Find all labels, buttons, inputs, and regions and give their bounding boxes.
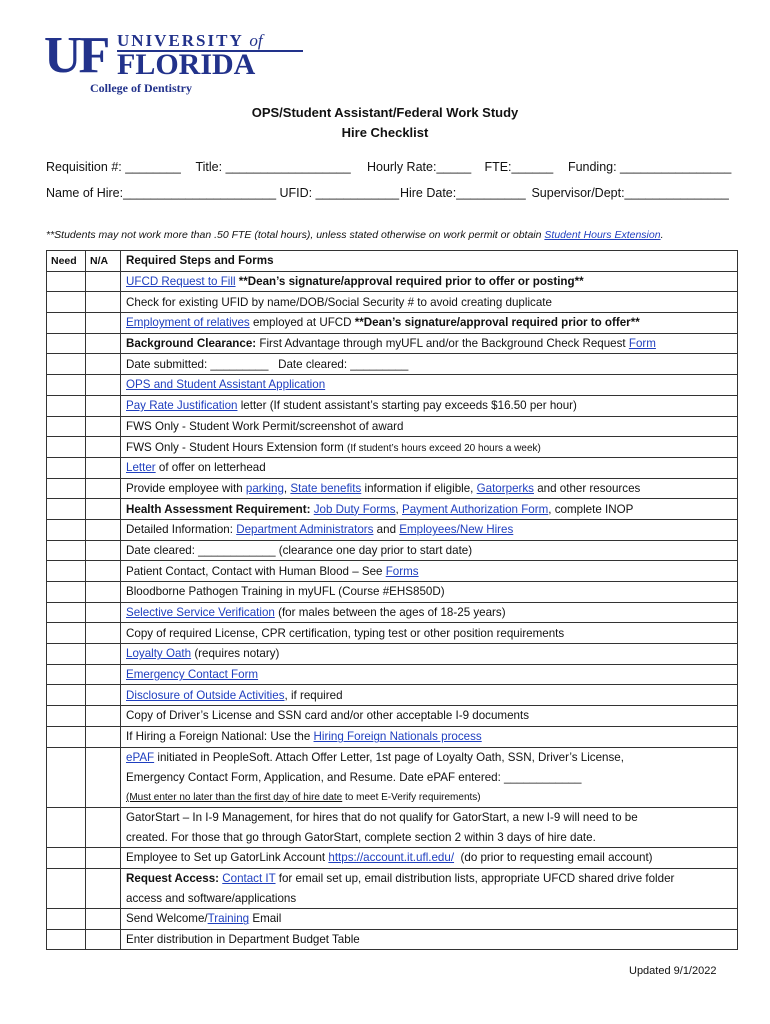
step-cell — [121, 457, 738, 478]
need-checkbox[interactable] — [47, 685, 86, 706]
table-row — [47, 499, 738, 520]
gatorperks-link[interactable]: Gatorperks — [476, 481, 534, 495]
background-check-form-link[interactable]: Form — [628, 337, 656, 351]
table-row — [47, 888, 738, 908]
emergency-contact-form-link[interactable]: Emergency Contact Form — [126, 668, 259, 682]
step-text: Provide employee with — [126, 481, 246, 495]
table-row — [47, 726, 738, 747]
step-cell — [121, 664, 738, 685]
need-checkbox[interactable] — [47, 602, 86, 623]
step-cell — [121, 929, 738, 950]
table-row — [47, 375, 738, 396]
table-row — [47, 437, 738, 458]
table-row — [47, 602, 738, 623]
table-row — [47, 706, 738, 727]
step-text: Copy of Driver’s License and SSN card and/or other acceptable I-9 documents — [126, 709, 529, 723]
page-subtitle: Hire Checklist — [341, 125, 429, 140]
title-field[interactable]: Title: __________________ — [195, 160, 351, 174]
step-text: **Dean’s signature/approval required prior to offer or posting** — [235, 275, 584, 289]
page-title: OPS/Student Assistant/Federal Work Study — [251, 105, 519, 120]
step-text: Enter distribution in Department Budget Table — [126, 933, 360, 947]
hourly-rate-field[interactable]: Hourly Rate:_____ — [366, 160, 472, 174]
step-bold: Background Clearance: — [126, 337, 257, 351]
table-row — [47, 685, 738, 706]
na-checkbox[interactable] — [86, 644, 121, 665]
na-checkbox[interactable] — [86, 909, 121, 930]
na-checkbox[interactable] — [86, 847, 121, 868]
need-checkbox[interactable] — [47, 540, 86, 561]
step-text: information if eligible, — [361, 481, 477, 495]
step-bold: **Dean’s signature/approval required prior to offer** — [354, 316, 640, 330]
need-checkbox[interactable] — [47, 664, 86, 685]
table-row — [47, 395, 738, 416]
table-row — [47, 747, 738, 767]
step-cell — [121, 602, 738, 623]
fields-row-2 — [46, 186, 729, 200]
payment-authorization-form-link[interactable]: Payment Authorization Form — [402, 502, 549, 516]
step-sep: , — [283, 481, 291, 495]
step-text: (do prior to requesting email account) — [454, 851, 653, 865]
state-benefits-link[interactable]: State benefits — [290, 481, 362, 495]
step-text: Employee to Set up GatorLink Account — [126, 851, 329, 865]
na-checkbox[interactable] — [86, 478, 121, 499]
step-text: First Advantage through myUFL and/or the Background Check Request — [256, 337, 629, 351]
step-cell — [121, 354, 738, 375]
step-cell — [121, 561, 738, 582]
logo-university: UNIVERSITY of — [117, 31, 263, 50]
step-text: FWS Only - Student Hours Extension form — [126, 440, 348, 454]
step-cell — [121, 519, 738, 540]
need-checkbox[interactable] — [47, 929, 86, 950]
need-checkbox[interactable] — [47, 519, 86, 540]
step-text: Copy of required License, CPR certification, typing test or other position requirements — [126, 626, 565, 640]
na-checkbox[interactable] — [86, 561, 121, 582]
na-checkbox[interactable] — [86, 726, 121, 747]
note-end: . — [660, 229, 664, 241]
hiring-foreign-nationals-link[interactable]: Hiring Foreign Nationals process — [313, 730, 482, 744]
need-checkbox[interactable] — [47, 395, 86, 416]
need-checkbox[interactable] — [47, 726, 86, 747]
step-bold: Request Access: — [126, 871, 220, 885]
need-checkbox[interactable] — [47, 644, 86, 665]
step-cell — [121, 726, 738, 747]
step-text: Emergency Contact Form, Application, and Resume. Date ePAF entered: ____________ — [126, 770, 582, 784]
na-checkbox[interactable] — [86, 395, 121, 416]
employment-of-relatives-link[interactable]: Employment of relatives — [126, 316, 250, 330]
selective-service-link[interactable]: Selective Service Verification — [126, 606, 275, 620]
need-checkbox[interactable] — [47, 868, 86, 908]
step-cell — [121, 313, 738, 334]
step-cell — [121, 333, 738, 354]
na-checkbox[interactable] — [86, 582, 121, 603]
need-checkbox[interactable] — [47, 706, 86, 727]
need-header: Need — [47, 251, 86, 272]
need-checkbox[interactable] — [47, 292, 86, 313]
step-text: Email — [249, 912, 282, 926]
step-text: access and software/applications — [126, 891, 297, 905]
updated-date: Updated 9/1/2022 — [629, 965, 717, 977]
step-cell — [121, 706, 738, 727]
requisition-field[interactable]: Requisition #: ________ — [46, 160, 181, 174]
need-checkbox[interactable] — [47, 333, 86, 354]
step-text: Check for existing UFID by name/DOB/Social Security # to avoid creating duplicate — [126, 295, 552, 309]
na-checkbox[interactable] — [86, 706, 121, 727]
job-duty-forms-link[interactable]: Job Duty Forms — [313, 502, 396, 516]
need-checkbox[interactable] — [47, 271, 86, 292]
step-cell — [121, 827, 738, 847]
pay-rate-justification-link[interactable]: Pay Rate Justification — [126, 399, 238, 413]
need-checkbox[interactable] — [47, 478, 86, 499]
table-row — [47, 416, 738, 437]
training-link[interactable]: Training — [207, 912, 250, 926]
step-text: Date cleared: ____________ (clearance one day prior to start date) — [126, 543, 473, 557]
na-checkbox[interactable] — [86, 313, 121, 334]
step-text: Date submitted: _________ Date cleared: _________ — [126, 357, 409, 371]
step-text: Patient Contact, Contact with Human Blood – See — [126, 564, 386, 578]
fields-row-1 — [46, 160, 731, 174]
logo-florida: FLORIDA — [117, 48, 256, 81]
letter-link[interactable]: Letter — [126, 461, 156, 475]
patient-contact-forms-link[interactable]: Forms — [385, 564, 419, 578]
need-checkbox[interactable] — [47, 847, 86, 868]
na-header: N/A — [86, 251, 121, 272]
na-checkbox[interactable] — [86, 375, 121, 396]
step-text: letter (If student assistant’s starting pay exceeds $16.50 per hour) — [237, 399, 577, 413]
na-checkbox[interactable] — [86, 807, 121, 847]
step-text: and other resources — [533, 481, 641, 495]
na-checkbox[interactable] — [86, 416, 121, 437]
step-cell — [121, 787, 738, 807]
step-cell — [121, 292, 738, 313]
na-checkbox[interactable] — [86, 271, 121, 292]
need-checkbox[interactable] — [47, 437, 86, 458]
step-cell — [121, 271, 738, 292]
na-checkbox[interactable] — [86, 292, 121, 313]
na-checkbox[interactable] — [86, 354, 121, 375]
step-text: of offer on letterhead — [155, 461, 266, 475]
na-checkbox[interactable] — [86, 437, 121, 458]
step-text: If Hiring a Foreign National: Use the — [126, 730, 314, 744]
table-row — [47, 271, 738, 292]
step-text: Detailed Information: — [126, 523, 237, 537]
na-checkbox[interactable] — [86, 685, 121, 706]
step-note: (If student’s hours exceed 20 hours a week) — [347, 442, 541, 454]
step-cell — [121, 395, 738, 416]
ufid-field[interactable]: UFID: ____________ — [279, 186, 400, 200]
note-text: **Students may not work more than .50 FTE (total hours), unless stated otherwise on work permit or obtain — [46, 229, 545, 241]
step-cell — [121, 868, 738, 888]
outside-activities-link[interactable]: Disclosure of Outside Activities — [126, 688, 285, 702]
steps-header: Required Steps and Forms — [121, 251, 738, 272]
table-row — [47, 478, 738, 499]
table-row — [47, 664, 738, 685]
need-checkbox[interactable] — [47, 313, 86, 334]
step-cell — [121, 582, 738, 603]
table-row — [47, 787, 738, 807]
step-cell — [121, 478, 738, 499]
step-cell — [121, 847, 738, 868]
need-checkbox[interactable] — [47, 561, 86, 582]
step-cell — [121, 909, 738, 930]
supervisor-field[interactable]: Supervisor/Dept:_______________ — [531, 186, 729, 200]
epaf-link[interactable]: ePAF — [126, 750, 155, 764]
table-row — [47, 807, 738, 827]
everify-deadline-link[interactable]: (Must enter no later than the first day of hire date — [126, 792, 343, 804]
step-text: FWS Only - Student Work Permit/screenshot of award — [126, 419, 404, 433]
na-checkbox[interactable] — [86, 519, 121, 540]
na-checkbox[interactable] — [86, 929, 121, 950]
table-row — [47, 457, 738, 478]
table-row — [47, 868, 738, 888]
step-text: Bloodborne Pathogen Training in myUFL (Course #EHS850D) — [126, 585, 445, 599]
need-checkbox[interactable] — [47, 499, 86, 520]
step-text: initiated in PeopleSoft. Attach Offer Letter, 1st page of Loyalty Oath, SSN, Driver’s License, — [154, 750, 624, 764]
na-checkbox[interactable] — [86, 499, 121, 520]
step-cell — [121, 767, 738, 787]
table-row — [47, 292, 738, 313]
step-sep: , — [395, 502, 402, 516]
uf-monogram: UF — [44, 27, 108, 84]
step-bold: Health Assessment Requirement: — [126, 502, 311, 516]
need-checkbox[interactable] — [47, 623, 86, 644]
step-text: for email set up, email distribution lists, appropriate UFCD shared drive folder — [275, 871, 675, 885]
table-row — [47, 767, 738, 787]
step-text: created. For those that go through GatorStart, complete section 2 within 3 days of hire date. — [126, 830, 596, 844]
table-row — [47, 354, 738, 375]
step-text: and — [373, 523, 400, 537]
na-checkbox[interactable] — [86, 747, 121, 807]
na-checkbox[interactable] — [86, 457, 121, 478]
step-text: employed at UFCD — [249, 316, 355, 330]
table-row — [47, 582, 738, 603]
table-row — [47, 644, 738, 665]
table-row — [47, 561, 738, 582]
table-row — [47, 313, 738, 334]
table-row — [47, 827, 738, 847]
table-header-row — [47, 251, 738, 272]
step-cell — [121, 747, 738, 767]
loyalty-oath-link[interactable]: Loyalty Oath — [126, 647, 192, 661]
table-row — [47, 519, 738, 540]
need-checkbox[interactable] — [47, 416, 86, 437]
table-row — [47, 847, 738, 868]
table-row — [47, 540, 738, 561]
name-of-hire-field[interactable]: Name of Hire:______________________ — [46, 186, 277, 200]
logo-college: College of Dentistry — [90, 81, 192, 95]
na-checkbox[interactable] — [86, 333, 121, 354]
step-cell — [121, 416, 738, 437]
gatorlink-account-link[interactable]: https://account.it.ufl.edu/ — [328, 851, 455, 865]
step-text: , if required — [284, 688, 343, 702]
step-text: (for males between the ages of 18-25 years) — [274, 606, 506, 620]
need-checkbox[interactable] — [47, 807, 86, 847]
need-checkbox[interactable] — [47, 582, 86, 603]
need-checkbox[interactable] — [47, 909, 86, 930]
step-cell — [121, 437, 738, 458]
funding-field[interactable]: Funding: ________________ — [567, 160, 732, 174]
need-checkbox[interactable] — [47, 457, 86, 478]
step-cell — [121, 888, 738, 908]
employees-new-hires-link[interactable]: Employees/New Hires — [399, 523, 514, 537]
table-row — [47, 929, 738, 950]
table-row — [47, 333, 738, 354]
step-text: to meet E-Verify requirements) — [342, 792, 481, 804]
fte-note — [46, 229, 663, 241]
step-text: Send Welcome/ — [126, 912, 208, 926]
table-row — [47, 909, 738, 930]
step-cell — [121, 375, 738, 396]
fte-field[interactable]: FTE:______ — [484, 160, 554, 174]
step-cell — [121, 499, 738, 520]
department-administrators-link[interactable]: Department Administrators — [236, 523, 374, 537]
step-cell — [121, 644, 738, 665]
uf-logo — [44, 27, 274, 100]
na-checkbox[interactable] — [86, 540, 121, 561]
step-cell — [121, 807, 738, 827]
na-checkbox[interactable] — [86, 623, 121, 644]
step-cell — [121, 623, 738, 644]
student-hours-extension-link[interactable]: Student Hours Extension — [544, 229, 661, 241]
na-checkbox[interactable] — [86, 868, 121, 908]
step-cell — [121, 685, 738, 706]
need-checkbox[interactable] — [47, 747, 86, 807]
ufcd-request-to-fill-link[interactable]: UFCD Request to Fill — [126, 275, 236, 289]
hire-date-field[interactable]: Hire Date:__________ — [399, 186, 526, 200]
ops-application-link[interactable]: OPS and Student Assistant Application — [126, 378, 326, 392]
need-checkbox[interactable] — [47, 375, 86, 396]
step-text: GatorStart – In I-9 Management, for hires that do not qualify for GatorStart, a new I-9 will need to be — [126, 810, 638, 824]
step-cell — [121, 540, 738, 561]
step-text: (requires notary) — [191, 647, 280, 661]
na-checkbox[interactable] — [86, 602, 121, 623]
parking-link[interactable]: parking — [245, 481, 284, 495]
need-checkbox[interactable] — [47, 354, 86, 375]
na-checkbox[interactable] — [86, 664, 121, 685]
table-row — [47, 623, 738, 644]
contact-it-link[interactable]: Contact IT — [222, 871, 276, 885]
step-text: , complete INOP — [548, 502, 634, 516]
checklist-table — [46, 250, 738, 950]
